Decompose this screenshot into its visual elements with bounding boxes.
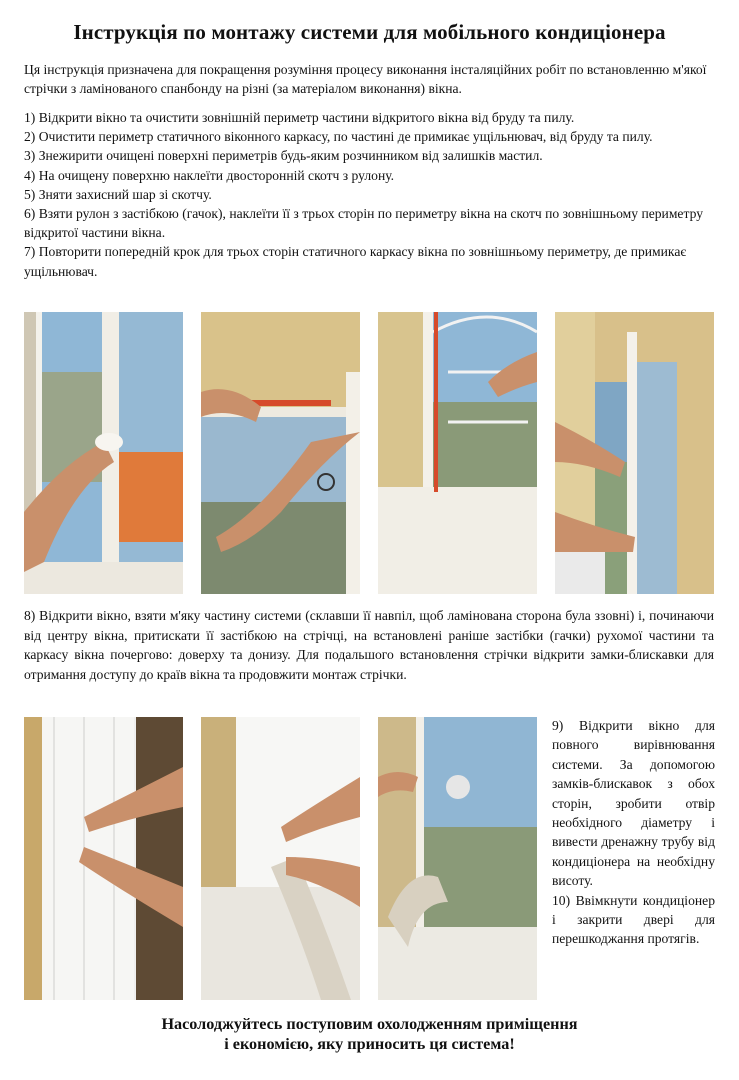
- step-2: 2) Очистити периметр статичного віконного каркасу, по частині де примикає ущільнювач, від бруду та пилу.: [24, 129, 653, 145]
- step-3: 3) Знежирити очищені поверхні периметрів будь-яким розчинником від залишків мастил.: [24, 148, 543, 164]
- photo-attach-curtain: [24, 717, 183, 1000]
- footer-line-1: Насолоджуйтесь поступовим охолодженням приміщення: [161, 1015, 578, 1033]
- step-6: 6) Взяти рулон з застібкою (гачок), наклеїти її з трьох сторін по периметру вікна на скотч по зовнішньому периметру відкритої частини вікна.: [24, 206, 703, 241]
- photo-tape-static-frame: [555, 312, 714, 594]
- photo-row-2: [24, 717, 537, 1000]
- photo-curtain-hose: [201, 717, 360, 1000]
- step-8: 8) Відкрити вікно, взяти м'яку частину системи (склавши її навпіл, щоб ламінована сторона була ззовні) і, починаючи від центру вікна, притискати її застібкою на стрічці, на встановлені раніше застібки (гачки) рухомої частини та каркасу вікна почергово: доверху та донизу. Для подальшого встановлення стрічки відкрити замки-блискавки для отримання доступу до країв вікна та продовжити монтаж стрічки.: [24, 608, 714, 682]
- steps-list: [24, 108, 714, 281]
- step-5: 5) Зняти захисний шар зі скотчу.: [24, 186, 212, 202]
- step-10: 10) Ввімкнути кондиціонер і закрити двері для перешкоджання протягів.: [552, 892, 715, 947]
- intro-paragraph: Ця інструкція призначена для покращення розуміння процесу виконання інсталяційних робіт по встановленню м'якої стрічки з ламінованого спанбонду на різні (за матеріалом виконання) вікна.: [24, 62, 707, 96]
- step-1: 1) Відкрити вікно та очистити зовнішній периметр частини відкритого вікна від бруду та пилу.: [24, 110, 575, 125]
- step-7: 7) Повторити попередній крок для трьох сторін статичного каркасу вікна по зовнішньому периметру, де примикає ущільнювач.: [24, 244, 687, 279]
- footer-slogan: [0, 1014, 739, 1054]
- photo-tape-top-frame: [201, 312, 360, 594]
- photo-tape-side-frame: [378, 312, 537, 594]
- step-4: 4) На очищену поверхню наклеїти двосторонній скотч з рулону.: [24, 167, 395, 183]
- photo-row-1: [24, 312, 714, 594]
- photo-cleaning-window: [24, 312, 183, 594]
- page-title: Інструкція по монтажу системи для мобільного кондиціонера: [73, 20, 666, 44]
- side-instructions: [552, 716, 715, 949]
- photo-drain-hose-window: [378, 717, 537, 1000]
- step-9: 9) Відкрити вікно для повного вирівнювання системи. За допомогою замків-блискавок з обох сторін, зробити отвір необхідного діаметру і вивести дренажну трубу від кондиціонера на необхідну висоту.: [552, 718, 715, 889]
- footer-line-2: і економією, яку приносить ця система!: [224, 1035, 515, 1053]
